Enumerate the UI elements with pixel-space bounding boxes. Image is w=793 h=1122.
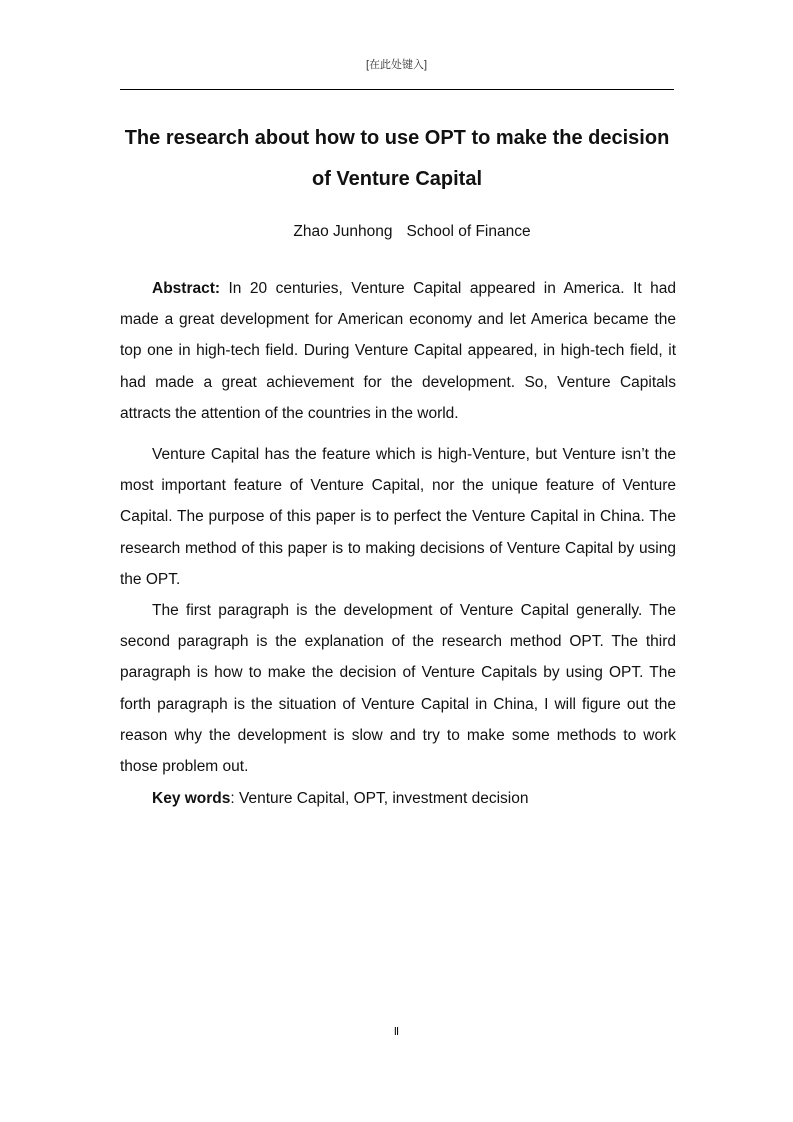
abstract-text: In 20 centuries, Venture Capital appeared in America. It had made a great development for American economy and let America became the top one in high-tech field. During Venture Capital appeared, in high-tech field, it had made a great achievement for the development. So, Venture Capitals attracts the attention of the countries in the world. <box>120 280 676 422</box>
title-line-1: The research about how to use OPT to make the decision <box>124 127 670 149</box>
keywords-text: : Venture Capital, OPT, investment decision <box>230 790 529 807</box>
abstract-section <box>120 273 676 429</box>
keywords-paragraph <box>120 783 676 814</box>
abstract-paragraph <box>120 273 676 429</box>
keywords-label: Key words <box>152 790 231 807</box>
header-placeholder: [在此处键入] <box>365 59 428 71</box>
author-line <box>120 221 704 243</box>
page-number: Ⅱ <box>393 1026 400 1038</box>
header-divider <box>120 89 674 90</box>
paper-title <box>120 118 674 200</box>
author-name: Zhao Junhong <box>293 223 393 240</box>
author-school: School of Finance <box>406 223 531 240</box>
keywords-section <box>120 783 676 814</box>
abstract-label: Abstract: <box>152 280 221 297</box>
title-line-2: of Venture Capital <box>311 168 483 190</box>
paragraph-text: Venture Capital has the feature which is high-Venture, but Venture isn’t the most important feature of Venture Capital, nor the unique feature of Venture Capital. The purpose of this paper is to perfect the Venture Capital in China. The research method of this paper is to making decisions of Venture Capital by using the OPT. <box>120 446 676 588</box>
paragraph-text: The first paragraph is the development of Venture Capital generally. The second paragraph is the explanation of the research method OPT. The third paragraph is how to make the decision of Venture Capitals by using OPT. The forth paragraph is the situation of Venture Capital in China, I will figure out the reason why the development is slow and try to make some methods to work those problem out. <box>120 602 676 776</box>
body-paragraph-1 <box>120 439 676 595</box>
body-paragraph-2 <box>120 595 676 782</box>
